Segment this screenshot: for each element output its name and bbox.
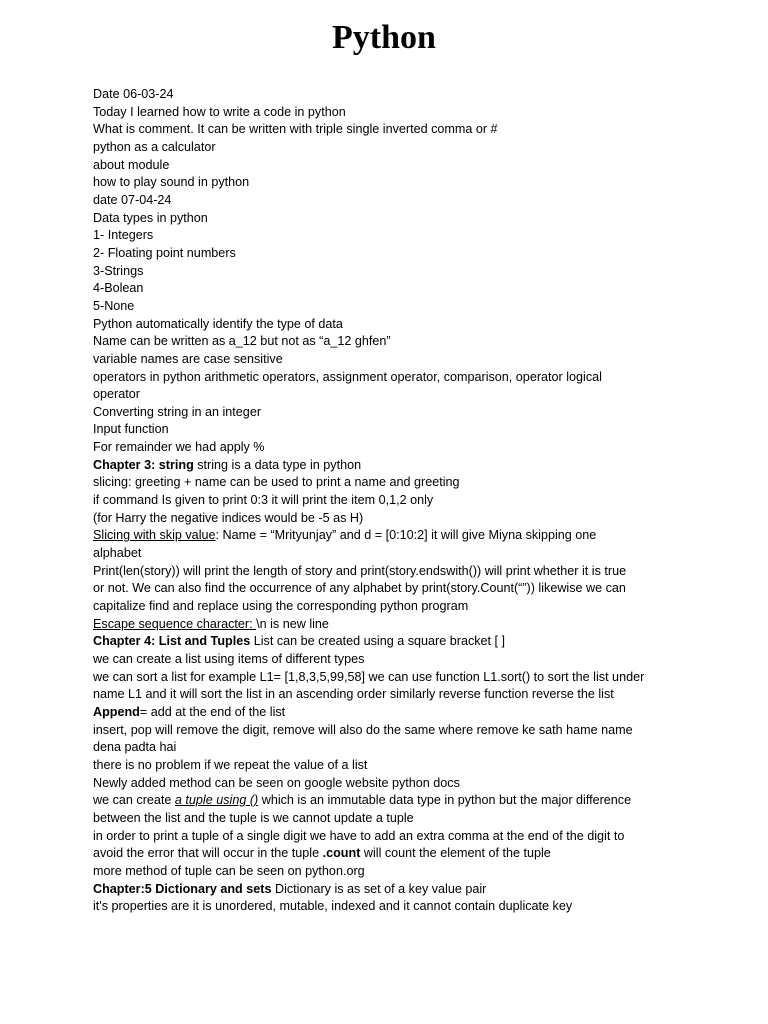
text-line — [93, 210, 673, 228]
line-text: string is a data type in python — [193, 457, 362, 472]
chapter-heading: Chapter 4: List and Tuples — [93, 634, 251, 649]
line-text: For remainder we had apply % — [93, 440, 265, 455]
bold-term: .count — [322, 846, 361, 861]
text-line — [93, 104, 673, 122]
text-line — [93, 881, 673, 899]
line-text: or not. We can also find the occurrence of any alphabet by print(story.Count(“”)) likewise we can — [93, 581, 626, 596]
line-text: between the list and the tuple is we cannot update a tuple — [93, 810, 414, 825]
text-line — [93, 669, 673, 687]
line-text: operators in python arithmetic operators, assignment operator, comparison, operator logical — [93, 369, 602, 384]
line-text: we can sort a list for example L1= [1,8,3,5,99,58] we can use function L1.sort() to sort the list under — [93, 669, 645, 684]
line-text: it's properties are it is unordered, mutable, indexed and it cannot contain duplicate key — [93, 899, 573, 914]
line-text: Today I learned how to write a code in python — [93, 104, 346, 119]
chapter-heading: Append — [93, 704, 140, 719]
text-line — [93, 739, 673, 757]
text-line — [93, 492, 673, 510]
text-line — [93, 333, 673, 351]
text-line — [93, 704, 673, 722]
underlined-term: Escape sequence character: — [93, 616, 257, 631]
line-text: Date 06-03-24 — [93, 87, 174, 101]
line-text: there is no problem if we repeat the value of a list — [93, 757, 368, 772]
text-line — [93, 616, 673, 634]
line-text: Converting string in an integer — [93, 404, 262, 419]
text-line — [93, 828, 673, 846]
line-text: date 07-04-24 — [93, 192, 172, 207]
document-body — [93, 86, 673, 916]
text-line — [93, 845, 673, 863]
line-text: capitalize find and replace using the corresponding python program — [93, 599, 469, 614]
line-text: What is comment. It can be written with triple single inverted comma or # — [93, 122, 498, 137]
text-line — [93, 280, 673, 298]
text-line — [93, 598, 673, 616]
line-text: Python automatically identify the type of data — [93, 316, 343, 331]
line-text: : Name = “Mrityunjay” and d = [0:10:2] it will give Miyna skipping one — [215, 528, 597, 543]
chapter-heading: Chapter 3: string — [93, 457, 194, 472]
text-line — [93, 792, 673, 810]
text-line — [93, 263, 673, 281]
text-line — [93, 298, 673, 316]
text-line — [93, 775, 673, 793]
line-text: 2- Floating point numbers — [93, 245, 236, 260]
text-line — [93, 439, 673, 457]
text-line — [93, 121, 673, 139]
line-text: (for Harry the negative indices would be -5 as H) — [93, 510, 364, 525]
text-line — [93, 157, 673, 175]
line-text: in order to print a tuple of a single digit we have to add an extra comma at the end of the digit to — [93, 828, 625, 843]
text-line — [93, 863, 673, 881]
line-text: operator — [93, 387, 140, 402]
line-text: python as a calculator — [93, 139, 216, 154]
text-line — [93, 457, 673, 475]
text-line — [93, 404, 673, 422]
text-line — [93, 580, 673, 598]
text-line — [93, 174, 673, 192]
line-text: if command Is given to print 0:3 it will print the item 0,1,2 only — [93, 493, 434, 508]
line-text: which is an immutable data type in python but the major difference — [258, 793, 632, 808]
line-text: Data types in python — [93, 210, 208, 225]
line-text: Name can be written as a_12 but not as “a_12 ghfen” — [93, 334, 391, 349]
line-text: dena padta hai — [93, 740, 177, 755]
text-line — [93, 510, 673, 528]
text-line — [93, 898, 673, 916]
line-text: slicing: greeting + name can be used to print a name and greeting — [93, 475, 460, 490]
line-text: Input function — [93, 422, 169, 437]
line-text: name L1 and it will sort the list in an ascending order similarly reverse function reverse the list — [93, 687, 614, 702]
text-line — [93, 474, 673, 492]
line-text: how to play sound in python — [93, 175, 250, 190]
line-text: Print(len(story)) will print the length of story and print(story.endswith()) will print whether it is true — [93, 563, 627, 578]
line-text: 5-None — [93, 298, 135, 313]
emphasized-term: a tuple using () — [174, 793, 259, 808]
text-line — [93, 86, 673, 104]
line-text: variable names are case sensitive — [93, 351, 283, 366]
line-text: Newly added method can be seen on google website python docs — [93, 775, 460, 790]
text-line — [93, 351, 673, 369]
text-line — [93, 245, 673, 263]
text-line — [93, 316, 673, 334]
text-line — [93, 139, 673, 157]
line-text: alphabet — [93, 546, 142, 561]
text-line — [93, 686, 673, 704]
text-line — [93, 810, 673, 828]
line-text: more method of tuple can be seen on python.org — [93, 863, 365, 878]
text-line — [93, 757, 673, 775]
line-text: 4-Bolean — [93, 281, 144, 296]
text-line — [93, 633, 673, 651]
text-line — [93, 369, 673, 387]
text-line — [93, 651, 673, 669]
line-text: \n is new line — [256, 616, 329, 631]
line-text: avoid the error that will occur in the tuple — [93, 846, 323, 861]
text-line — [93, 563, 673, 581]
text-line — [93, 227, 673, 245]
text-line — [93, 386, 673, 404]
line-text: List can be created using a square bracket [ ] — [250, 634, 506, 649]
line-text: 1- Integers — [93, 228, 154, 243]
line-text: will count the element of the tuple — [360, 846, 551, 861]
underlined-term: Slicing with skip value — [93, 528, 216, 543]
line-text: Dictionary is as set of a key value pair — [271, 881, 487, 896]
chapter-heading: Chapter:5 Dictionary and sets — [93, 881, 272, 896]
line-text: = add at the end of the list — [139, 704, 286, 719]
line-text: we can create — [93, 793, 175, 808]
text-line — [93, 527, 673, 545]
line-text: insert, pop will remove the digit, remove will also do the same where remove ke sath hame name — [93, 722, 633, 737]
text-line — [93, 545, 673, 563]
line-text: 3-Strings — [93, 263, 144, 278]
text-line — [93, 192, 673, 210]
text-line — [93, 421, 673, 439]
line-text: we can create a list using items of different types — [93, 652, 365, 666]
page-title: Python — [332, 19, 436, 56]
line-text: about module — [93, 157, 170, 172]
text-line — [93, 722, 673, 740]
